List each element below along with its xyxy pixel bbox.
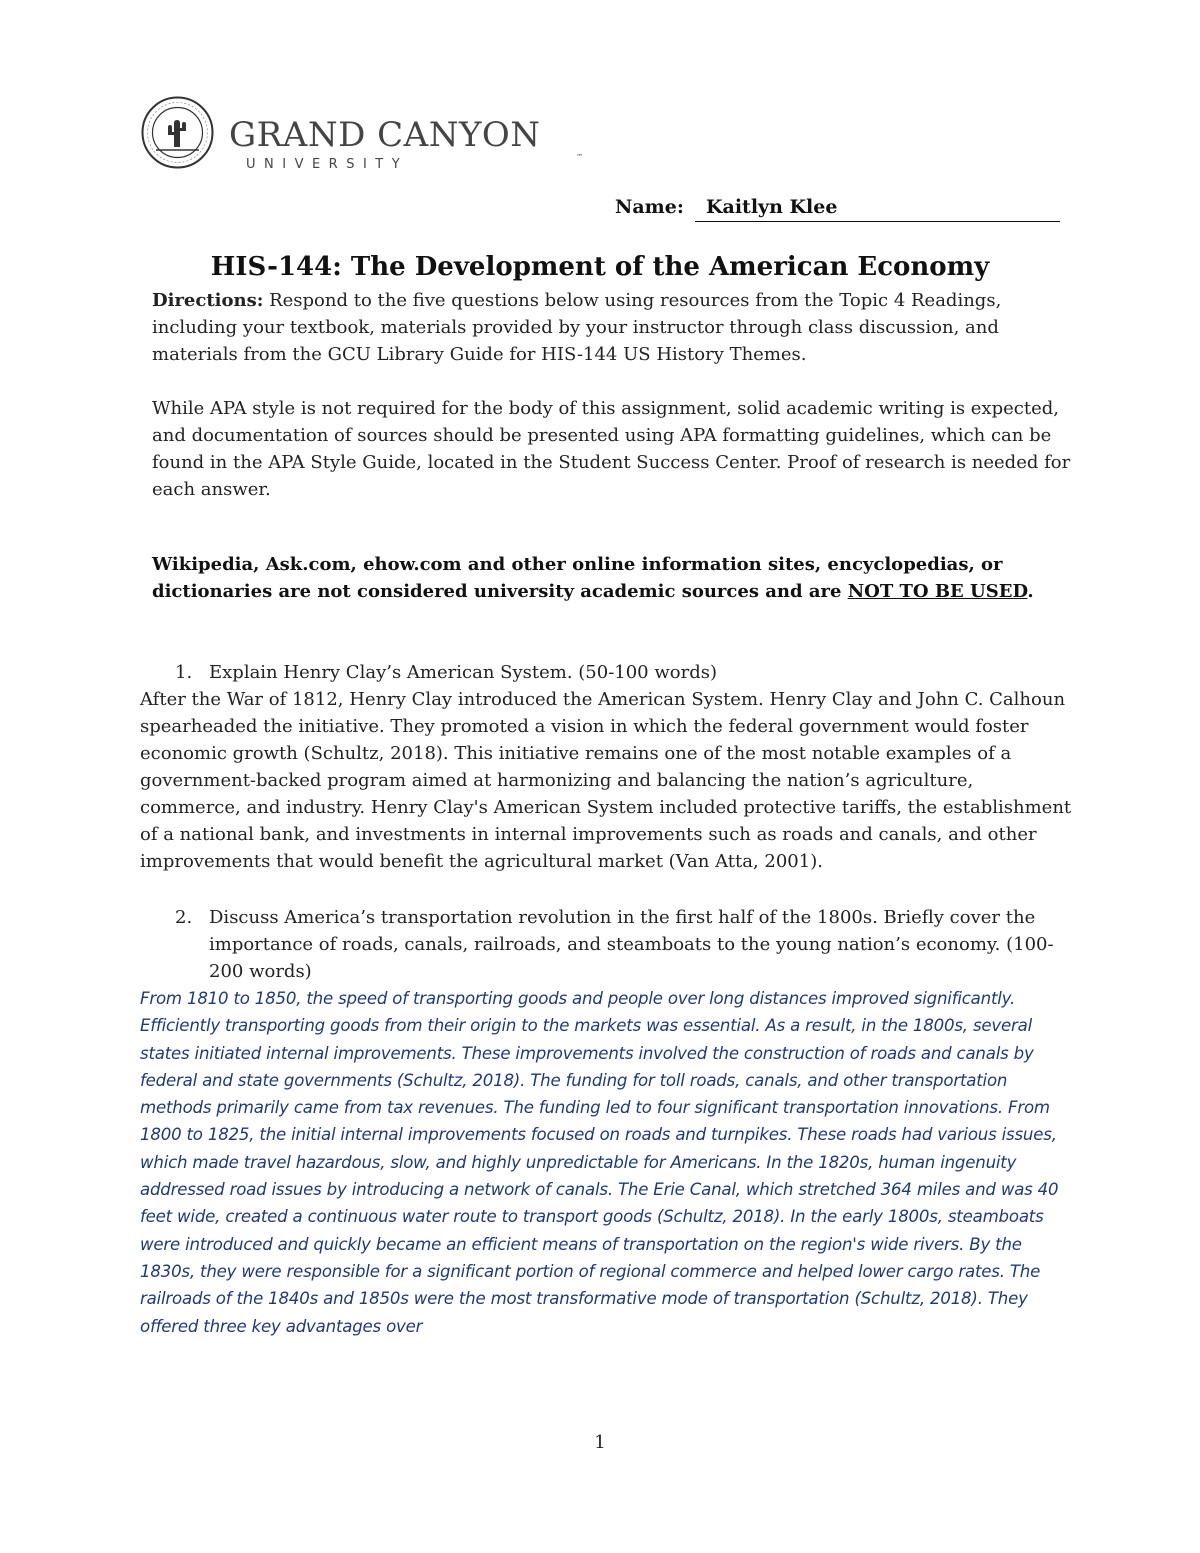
- question-2: [175, 904, 1075, 985]
- answer-1: After the War of 1812, Henry Clay introduced the American System. Henry Clay and John C. Calhoun spearheaded the initiative. They promoted a vision in which the federal government would foster economic growth (Schultz, 2018). This initiative remains one of the most notable examples of a government-backed program aimed at harmonizing and balancing the nation’s agriculture, commerce, and industry. Henry Clay's American System included protective tariffs, the establishment of a national bank, and investments in internal improvements such as roads and canals, and other improvements that would benefit the agricultural market (Van Atta, 2001).: [140, 689, 1072, 872]
- warning-end: .: [1027, 581, 1034, 602]
- name-label: Name:: [615, 196, 684, 218]
- warning-emphasis: NOT TO BE USED: [847, 581, 1028, 602]
- directions-label: Directions:: [152, 290, 264, 311]
- question-1: [175, 659, 1075, 686]
- document-title: HIS-144: The Development of the American Economy: [210, 252, 990, 282]
- question-number: 1.: [175, 662, 193, 683]
- brand-name: GRAND CANYON: [229, 115, 541, 155]
- page-number: 1: [594, 1432, 606, 1453]
- answer-2: From 1810 to 1850, the speed of transporting goods and people over long distances improved significantly. Efficiently transporting goods from their origin to the markets was essential. As a result, in the 1800s, several states initiated internal improvements. These improvements involved the construction of roads and canals by federal and state governments (Schultz, 2018). The funding for toll roads, canals, and other transportation methods primarily came from tax revenues. The funding led to four significant transportation innovations. From 1800 to 1825, the initial internal improvements focused on roads and turnpikes. These roads had various issues, which made travel hazardous, slow, and highly unpredictable for Americans. In the 1820s, human ingenuity addressed road issues by introducing a network of canals. The Erie Canal, which stretched 364 miles and was 40 feet wide, created a continuous water route to transport goods (Schultz, 2018). In the early 1800s, steamboats were introduced and quickly became an efficient means of transportation on the region's wide rivers. By the 1830s, they were responsible for a significant portion of regional commerce and helped lower cargo rates. The railroads of the 1840s and 1850s were the most transformative mode of transportation (Schultz, 2018). They offered three key advantages over: [140, 989, 1059, 1336]
- question-text: Explain Henry Clay’s American System. (50-100 words): [209, 662, 717, 683]
- directions-text: Respond to the five questions below using resources from the Topic 4 Readings, including your textbook, materials provided by your instructor through class discussion, and materials from the GCU Library Guide for HIS-144 US History Themes.: [152, 290, 1002, 365]
- university-logo: [140, 95, 583, 172]
- trademark-mark: ™: [576, 153, 583, 161]
- name-value: Kaitlyn Klee: [706, 196, 838, 218]
- university-seal-icon: [140, 95, 215, 170]
- name-underline: [695, 221, 1060, 222]
- warning-text: Wikipedia, Ask.com, ehow.com and other online information sites, encyclopedias, or dictionaries are not considered university academic sources and are: [152, 554, 1003, 602]
- question-number: 2.: [175, 907, 193, 928]
- brand-subtitle: UNIVERSITY: [246, 157, 409, 172]
- directions-paragraph: [152, 287, 1072, 368]
- sources-warning: [152, 551, 1072, 605]
- question-text: Discuss America’s transportation revolution in the first half of the 1800s. Briefly cover the importance of roads, canals, railroads, and steamboats to the young nation’s economy. (100-200 words): [209, 907, 1054, 982]
- apa-paragraph: While APA style is not required for the body of this assignment, solid academic writing is expected, and documentation of sources should be presented using APA formatting guidelines, which can be found in the APA Style Guide, located in the Student Success Center. Proof of research is needed for each answer.: [152, 398, 1071, 500]
